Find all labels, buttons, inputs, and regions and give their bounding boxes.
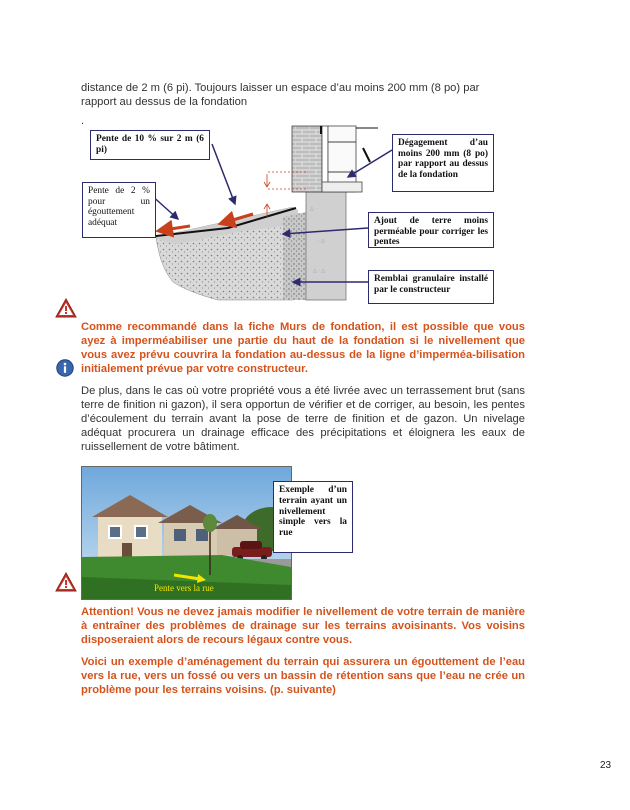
- svg-text:· △: · △: [318, 238, 325, 244]
- callout-slope-10: Pente de 10 % sur 2 m (6 pi): [90, 130, 210, 160]
- svg-text:△ ·: △ ·: [310, 206, 317, 212]
- intro-dot: .: [81, 115, 85, 127]
- photo-caption: Exemple d’un terrain ayant un nivellement simple vers la rue: [273, 481, 353, 553]
- example-note: Voici un exemple d’aménagement du terrain qui assurera un égouttement de l’eau vers la rue, vers un fossé ou vers un bassin de rétention sans que l’eau ne crée un problème pour les terrains voisins. (p. suivante): [81, 656, 525, 696]
- grading-paragraph: De plus, dans le cas où votre propriété vous a été livrée avec un terrassement brut (sans terre de finition ni gazon), il sera opportun de vérifier et de corriger, au besoin, les pentes d’écoulement du terrain avant la pose de terre de finition et de gazon. Un nivelage adéquat procurera un drainage efficace des précipitations et éloignera les eaux de ruissellement de votre bâtiment.: [81, 385, 525, 453]
- house-photo: [81, 466, 292, 600]
- callout-clearance: Dégagement d’au moins 200 mm (8 po) par rapport au dessus de la fondation: [392, 134, 494, 192]
- grading-diagram: [78, 122, 498, 307]
- callout-slope-2: Pente de 2 % pour un égouttement adéquat: [82, 182, 156, 238]
- foundation-waterproofing-warning: Comme recommandé dans la fiche Murs de fondation, il est possible que vous ayez à imperméabiliser une partie du haut de la fondation si le nivellement que vous avez prévu couvrira la fondation au-dessus de la ligne d’imperméa-bilisation initialement prévue par votre constructeur.: [81, 321, 525, 375]
- callout-granular-fill: Remblai granulaire installé par le constructeur: [368, 270, 494, 304]
- warning-icon: [55, 298, 77, 318]
- neighbour-drainage-warning: Attention! Vous ne devez jamais modifier le nivellement de votre terrain de manière à entraîner des problèmes de drainage sur les terrains avoisinants. Vos voisins disposeraient alors de recours légaux contre vous.: [81, 606, 525, 646]
- page-number: 23: [600, 760, 612, 771]
- intro-line-2: rapport au dessus de la fondation: [81, 96, 248, 108]
- callout-less-permeable: Ajout de terre moins perméable pour corriger les pentes: [368, 212, 494, 248]
- intro-line-1: distance de 2 m (6 pi). Toujours laisser un espace d’au moins 200 mm (8 po) par: [81, 82, 480, 94]
- svg-text:△ · △: △ · △: [313, 268, 326, 274]
- brick-wall: [292, 126, 322, 192]
- slope-arrow-2: [164, 226, 190, 230]
- warning-icon: [55, 572, 77, 592]
- photo-slope-label: Pente vers la rue: [154, 583, 214, 593]
- info-icon: [56, 359, 74, 377]
- granular-fill: [283, 212, 306, 300]
